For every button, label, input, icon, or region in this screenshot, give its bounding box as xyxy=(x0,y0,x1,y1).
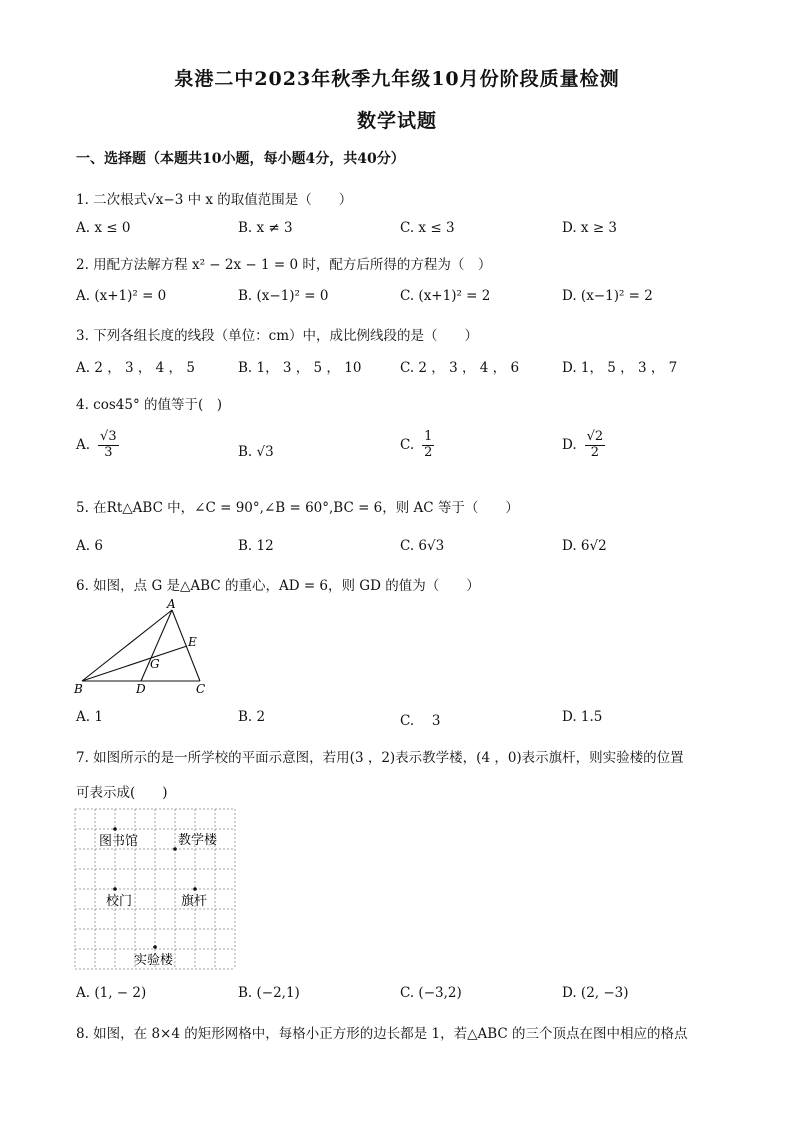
teaching-building-point xyxy=(173,847,177,851)
q4-option-c-label: C. xyxy=(400,437,415,454)
school-map-grid xyxy=(74,808,236,970)
teaching-building-label: 教学楼 xyxy=(178,833,218,848)
q4-option-b: B. √3 xyxy=(238,444,274,460)
page-title: 泉港二中2023年秋季九年级10月份阶段质量检测 xyxy=(174,68,620,90)
q6-option-b: B. 2 xyxy=(238,709,266,725)
q3-option-d: D. 1， 5 ， 3 ， 7 xyxy=(562,360,678,376)
frac-numerator: √3 xyxy=(100,429,117,444)
flagpole-point xyxy=(193,887,197,891)
q5-option-c: C. 6√3 xyxy=(400,538,445,554)
q7-option-a: A. (1, − 2) xyxy=(76,985,147,1001)
q2-option-c: C. (x+1)² = 2 xyxy=(400,288,491,304)
frac-numerator: √2 xyxy=(586,429,604,444)
gate-label: 校门 xyxy=(106,894,133,909)
q4-option-a-fraction xyxy=(98,430,119,461)
q7-option-d: D. (2, −3) xyxy=(562,985,629,1001)
q1-option-a: A. x ≤ 0 xyxy=(76,220,131,236)
question-3-stem: 3. 下列各组长度的线段（单位：cm）中，成比例线段的是（ ） xyxy=(76,328,479,344)
label-b: B xyxy=(74,682,83,696)
section-heading: 一、选择题（本题共10小题，每小题4分，共40分） xyxy=(76,151,405,167)
question-1-stem: 1. 二次根式√x−3 中 x 的取值范围是（ ） xyxy=(76,192,353,208)
question-5-stem: 5. 在Rt△ABC 中，∠C = 90°,∠B = 60°,BC = 6，则 AC 等于（ ） xyxy=(76,500,519,516)
question-6-stem: 6. 如图，点 G 是△ABC 的重心，AD = 6，则 GD 的值为（ ） xyxy=(76,578,480,594)
label-c: C xyxy=(196,682,206,696)
q6-option-c: C. 3 xyxy=(400,713,441,729)
q4-option-a-label: A. xyxy=(76,437,91,454)
q2-option-a: A. (x+1)² = 0 xyxy=(76,288,167,304)
q5-option-d: D. 6√2 xyxy=(562,538,607,554)
flagpole-label: 旗杆 xyxy=(181,894,208,909)
library-label: 图书馆 xyxy=(99,834,139,849)
q6-option-d: D. 1.5 xyxy=(562,709,603,725)
label-g: G xyxy=(150,657,160,671)
frac-denominator: 2 xyxy=(590,444,600,460)
triangle-figure xyxy=(70,598,220,698)
frac-numerator: 1 xyxy=(424,429,433,444)
lab-building-point xyxy=(153,945,157,949)
label-d: D xyxy=(136,682,146,696)
label-a: A xyxy=(167,598,176,611)
frac-denominator: 2 xyxy=(424,444,433,460)
q2-option-b: B. (x−1)² = 0 xyxy=(238,288,329,304)
q3-option-c: C. 2 ， 3 ， 4 ， 6 xyxy=(400,360,520,376)
q5-option-a: A. 6 xyxy=(76,538,103,554)
q4-option-c xyxy=(400,430,434,461)
q7-option-c: C. (−3,2) xyxy=(400,985,462,1001)
q4-option-d-fraction xyxy=(585,430,606,461)
question-4-stem: 4. cos45° 的值等于( ) xyxy=(76,397,223,413)
q4-option-a xyxy=(76,430,119,461)
frac-denominator: 3 xyxy=(104,444,113,460)
lab-building-label: 实验楼 xyxy=(134,953,174,968)
q3-option-a: A. 2 ， 3 ， 4 ， 5 xyxy=(76,360,195,376)
q4-option-c-fraction xyxy=(422,430,434,461)
library-point xyxy=(113,827,117,831)
q5-option-b: B. 12 xyxy=(238,538,274,554)
q3-option-b: B. 1， 3 ， 5 ， 10 xyxy=(238,360,362,376)
question-2-stem: 2. 用配方法解方程 x² − 2x − 1 = 0 时，配方后所得的方程为（ ） xyxy=(76,257,492,273)
q2-option-d: D. (x−1)² = 2 xyxy=(562,288,653,304)
q7-option-b: B. (−2,1) xyxy=(238,985,300,1001)
q6-option-a: A. 1 xyxy=(76,709,103,725)
q1-option-d: D. x ≥ 3 xyxy=(562,220,618,236)
segment-be xyxy=(82,646,187,681)
question-7-stem-cont: 可表示成( ) xyxy=(76,785,168,801)
page-subtitle: 数学试题 xyxy=(356,110,437,132)
q1-option-c: C. x ≤ 3 xyxy=(400,220,455,236)
q4-option-d-label: D. xyxy=(562,437,577,454)
q1-option-b: B. x ≠ 3 xyxy=(238,220,293,236)
label-e: E xyxy=(188,635,197,649)
question-7-stem: 7. 如图所示的是一所学校的平面示意图，若用(3 ，2)表示教学楼，(4 ，0)表示旗杆，则实验楼的位置 xyxy=(76,750,684,766)
q4-option-d xyxy=(562,430,605,461)
gate-point xyxy=(113,887,117,891)
question-8-stem: 8. 如图，在 8×4 的矩形网格中，每格小正方形的边长都是 1，若△ABC 的三个顶点在图中相应的格点 xyxy=(76,1026,688,1042)
